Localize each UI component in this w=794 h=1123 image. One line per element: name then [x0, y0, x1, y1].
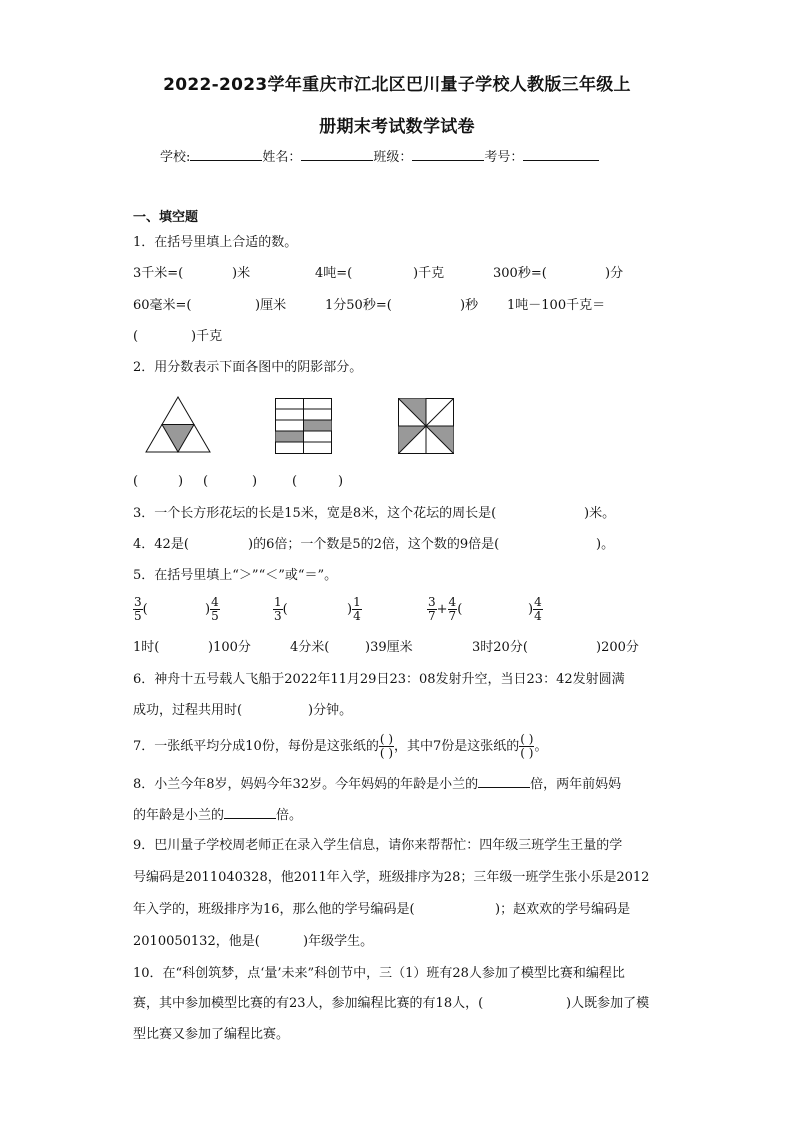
- class-blank[interactable]: [412, 148, 484, 161]
- section-heading: 一、填空题: [133, 210, 199, 225]
- student-info-row: [160, 146, 599, 165]
- q9-line1: 9．巴川量子学校周老师正在录入学生信息，请你来帮帮忙：四年级三班学生王量的学: [133, 838, 623, 853]
- q1-prompt: 1．在括号里填上合适的数。: [133, 235, 298, 250]
- q5-compare-1: $\frac{3}{5}$ (: [134, 595, 148, 623]
- fraction: $\frac{1}{3}$: [274, 595, 282, 623]
- q3-text-end: )米。: [584, 506, 616, 521]
- q10-line3: 型比赛又参加了编程比赛。: [133, 1027, 290, 1042]
- fraction: $\frac{3}{5}$: [134, 595, 142, 623]
- q3-text: 3．一个长方形花坛的长是15米，宽是8米，这个花坛的周长是(: [133, 506, 497, 521]
- q1-item-a-left: 3千米=(: [133, 266, 184, 281]
- q6-line2: 成功，过程共用时(: [133, 703, 243, 718]
- q9-line4-end: )年级学生。: [303, 934, 374, 949]
- q5-r2-a-left: 1时(: [133, 640, 160, 655]
- q2-answer-3-close: ): [338, 474, 344, 489]
- q9-line4: 2010050132，他是(: [133, 934, 260, 949]
- name-label: 姓名：: [262, 150, 302, 165]
- q9-line3: 年入学的，班级排序为16，那么他的学号编码是(: [133, 902, 415, 917]
- q8-line1: 8．小兰今年8岁，妈妈今年32岁。今年妈妈的年龄是小兰的 倍，两年前妈妈: [133, 777, 622, 792]
- q4-text-end: )。: [596, 537, 615, 552]
- q5-r2-c-right: )200分: [596, 640, 639, 655]
- grid-rectangle-figure: [275, 398, 332, 454]
- q1-item-a-right: )米: [232, 266, 251, 281]
- q6-line2-end: )分钟。: [308, 703, 353, 718]
- q1-item-f-left: 1吨－100千克＝: [507, 298, 606, 313]
- q5-r2-b-left: 4分米(: [290, 640, 330, 655]
- page-title-line2: 册期末考试数学试卷: [319, 117, 475, 137]
- q8-blank-2[interactable]: [224, 806, 276, 819]
- q5-prompt: 5．在括号里填上“＞”“＜”或“＝”。: [133, 568, 338, 583]
- q5-r2-b-right: )39厘米: [365, 640, 413, 655]
- q1-item-e-left: 1分50秒=(: [325, 298, 392, 313]
- q6-line1: 6．神舟十五号载人飞船于2022年11月29日23：08发射升空，当日23：42发射圆满: [133, 672, 625, 687]
- q1-item-c-right: )分: [605, 266, 624, 281]
- q1-item-e-right: )秒: [460, 298, 479, 313]
- fraction: $\frac{4}{5}$: [211, 595, 219, 623]
- q10-line1: 10．在“科创筑梦，点‘量’未来”科创节中，三（1）班有28人参加了模型比赛和编程比: [133, 966, 625, 981]
- q2-answer-1-close: ): [178, 474, 184, 489]
- q1-item-d-left: 60毫米=(: [133, 298, 192, 313]
- q4-text: 4．42是(: [133, 537, 189, 552]
- q2-answer-1-open: (: [133, 474, 139, 489]
- q1-item-f-open: (: [133, 329, 139, 344]
- q10-line2-end: )人既参加了模: [566, 996, 650, 1011]
- school-label: 学校:: [160, 150, 191, 165]
- q1-item-b-right: )千克: [413, 266, 445, 281]
- q7-line: 7．一张纸平均分成10份，每份是这张纸的 $\frac{( )}{( )}$ ，其中7份是这张纸的 $\frac{( )}{( )}$ 。: [133, 732, 548, 760]
- name-blank[interactable]: [301, 148, 373, 161]
- q2-answer-2-close: ): [252, 474, 258, 489]
- q8-blank-1[interactable]: [478, 775, 530, 788]
- fraction: $\frac{4}{4}$: [534, 595, 542, 623]
- q5-compare-2: $\frac{1}{3}$ (: [274, 595, 288, 623]
- q1-item-d-right: )厘米: [255, 298, 287, 313]
- q5-r2-a-right: )100分: [208, 640, 251, 655]
- fraction: $\frac{3}{7}$: [428, 595, 436, 623]
- q1-item-f-right: )千克: [191, 329, 223, 344]
- blank-fraction-1[interactable]: $\frac{( )}{( )}$: [379, 732, 394, 760]
- square-figure: [398, 398, 454, 454]
- triangle-figure: [145, 396, 211, 454]
- exam-number-blank[interactable]: [523, 148, 599, 161]
- q1-item-c-left: 300秒=(: [493, 266, 547, 281]
- fraction: $\frac{4}{7}$: [448, 595, 457, 623]
- q1-item-b-left: 4吨=(: [315, 266, 353, 281]
- q9-line2: 号编码是2011040328，他2011年入学，班级排序为28；三年级一班学生张小乐是2012: [133, 870, 650, 885]
- q8-line2: 的年龄是小兰的 倍。: [133, 808, 303, 823]
- q9-line3-end: )；赵欢欢的学号编码是: [495, 902, 631, 917]
- class-label: 班级：: [373, 150, 413, 165]
- fraction: $\frac{1}{4}$: [353, 595, 361, 623]
- school-blank[interactable]: [190, 148, 262, 161]
- q10-line2: 赛，其中参加模型比赛的有23人，参加编程比赛的有18人，(: [133, 996, 484, 1011]
- blank-fraction-2[interactable]: $\frac{( )}{( )}$: [520, 732, 534, 760]
- q5-compare-1-right: ) $\frac{4}{5}$: [205, 595, 219, 623]
- q5-compare-3: $\frac{3}{7}$ + $\frac{4}{7}$ (: [428, 595, 463, 623]
- q2-answer-2-open: (: [203, 474, 209, 489]
- page-title-line1: 2022-2023学年重庆市江北区巴川量子学校人教版三年级上: [163, 75, 631, 95]
- q4-text-mid: )的6倍；一个数是5的2倍，这个数的9倍是(: [248, 537, 500, 552]
- exam-number-label: 考号：: [484, 150, 524, 165]
- q5-compare-3-right: ) $\frac{4}{4}$: [528, 595, 542, 623]
- q5-r2-c-left: 3时20分(: [472, 640, 528, 655]
- q5-compare-2-right: ) $\frac{1}{4}$: [347, 595, 361, 623]
- q2-answer-3-open: (: [292, 474, 298, 489]
- q2-prompt: 2．用分数表示下面各图中的阴影部分。: [133, 360, 363, 375]
